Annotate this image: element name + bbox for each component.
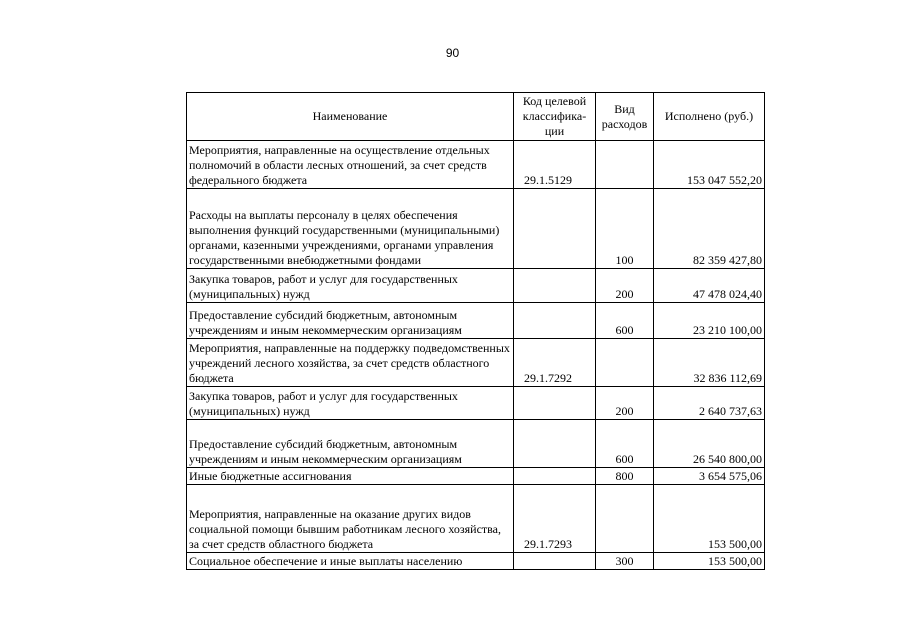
row-code bbox=[514, 468, 596, 485]
header-type: Вид расходов bbox=[596, 93, 654, 141]
table-header bbox=[187, 93, 765, 141]
header-row bbox=[187, 93, 765, 141]
row-code bbox=[514, 420, 596, 468]
row-type: 200 bbox=[596, 269, 654, 303]
row-type: 600 bbox=[596, 420, 654, 468]
row-amount: 153 500,00 bbox=[654, 485, 765, 553]
row-name: Закупка товаров, работ и услуг для государственных (муниципальных) нужд bbox=[187, 269, 514, 303]
row-code bbox=[514, 553, 596, 570]
table-row bbox=[187, 485, 765, 553]
row-type: 600 bbox=[596, 303, 654, 339]
page-number: 90 bbox=[445, 46, 460, 60]
table-row bbox=[187, 420, 765, 468]
row-code bbox=[514, 269, 596, 303]
header-amount: Исполнено (руб.) bbox=[654, 93, 765, 141]
row-amount: 23 210 100,00 bbox=[654, 303, 765, 339]
row-type bbox=[596, 485, 654, 553]
row-amount: 26 540 800,00 bbox=[654, 420, 765, 468]
header-name: Наименование bbox=[187, 93, 514, 141]
row-amount: 153 500,00 bbox=[654, 553, 765, 570]
row-amount: 153 047 552,20 bbox=[654, 141, 765, 189]
row-code: 29.1.7292 bbox=[514, 339, 596, 387]
row-name: Расходы на выплаты персоналу в целях обеспечения выполнения функций государственными (муниципальными) органами, казенными учреждениями, органами управления государственными внебюджетными фондами bbox=[187, 189, 514, 269]
header-code: Код целевой классифика-ции bbox=[514, 93, 596, 141]
row-type: 800 bbox=[596, 468, 654, 485]
row-amount: 2 640 737,63 bbox=[654, 387, 765, 420]
table-row bbox=[187, 269, 765, 303]
table-row bbox=[187, 553, 765, 570]
table-row bbox=[187, 387, 765, 420]
row-name: Социальное обеспечение и иные выплаты населению bbox=[187, 553, 514, 570]
row-amount: 82 359 427,80 bbox=[654, 189, 765, 269]
row-type: 200 bbox=[596, 387, 654, 420]
row-name: Иные бюджетные ассигнования bbox=[187, 468, 514, 485]
row-amount: 3 654 575,06 bbox=[654, 468, 765, 485]
budget-execution-table bbox=[186, 92, 765, 570]
row-name: Закупка товаров, работ и услуг для государственных (муниципальных) нужд bbox=[187, 387, 514, 420]
row-code: 29.1.7293 bbox=[514, 485, 596, 553]
row-name: Мероприятия, направленные на осуществление отдельных полномочий в области лесных отношений, за счет средств федерального бюджета bbox=[187, 141, 514, 189]
row-amount: 32 836 112,69 bbox=[654, 339, 765, 387]
row-name: Предоставление субсидий бюджетным, автономным учреждениям и иным некоммерческим организациям bbox=[187, 420, 514, 468]
row-type: 100 bbox=[596, 189, 654, 269]
row-name: Мероприятия, направленные на поддержку подведомственных учреждений лесного хозяйства, за счет средств областного бюджета bbox=[187, 339, 514, 387]
table-row bbox=[187, 303, 765, 339]
row-type: 300 bbox=[596, 553, 654, 570]
row-type bbox=[596, 141, 654, 189]
row-type bbox=[596, 339, 654, 387]
table-row bbox=[187, 189, 765, 269]
table-body bbox=[187, 141, 765, 570]
table-row bbox=[187, 339, 765, 387]
row-name: Предоставление субсидий бюджетным, автономным учреждениям и иным некоммерческим организациям bbox=[187, 303, 514, 339]
row-amount: 47 478 024,40 bbox=[654, 269, 765, 303]
row-name: Мероприятия, направленные на оказание других видов социальной помощи бывшим работникам лесного хозяйства, за счет средств областного бюджета bbox=[187, 485, 514, 553]
row-code bbox=[514, 189, 596, 269]
table-row bbox=[187, 468, 765, 485]
row-code bbox=[514, 387, 596, 420]
table-row bbox=[187, 141, 765, 189]
row-code bbox=[514, 303, 596, 339]
row-code: 29.1.5129 bbox=[514, 141, 596, 189]
